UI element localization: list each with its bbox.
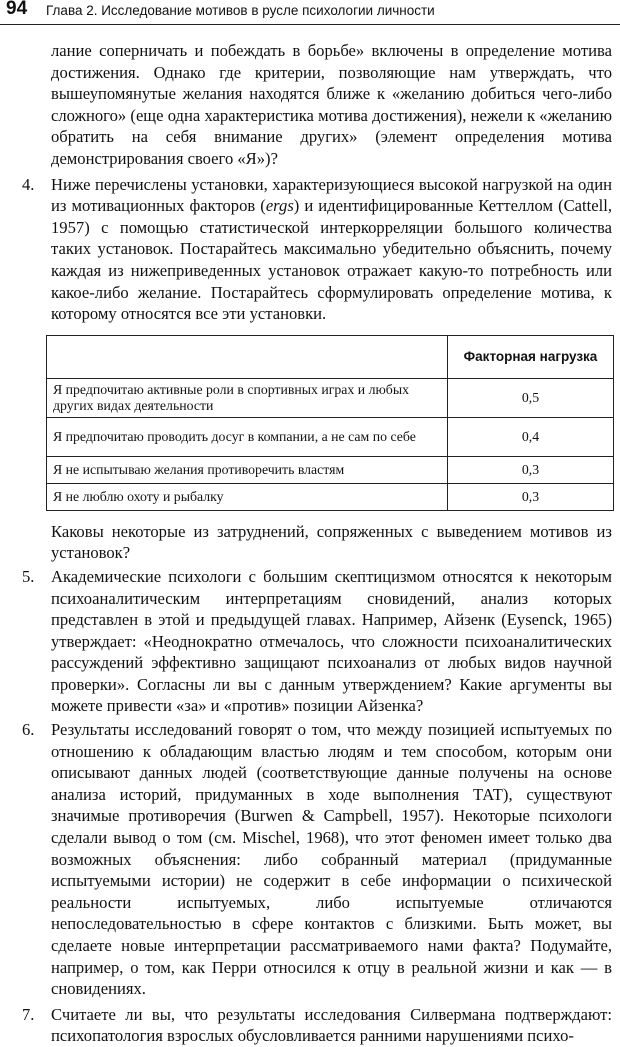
- table-followup-question: Каковы некоторые из затруднений, сопряженных с выведением мотивов из установок?: [51, 521, 612, 563]
- question-text: Считаете ли вы, что результаты исследования Силвермана подтверждают: психопатология взрослых обусловливается ранними нарушениями психо-: [51, 1004, 612, 1046]
- question-5: [0, 566, 620, 717]
- question-text: Результаты исследований говорят о том, что между позицией испытуемых по отношению к обладающим властью людям и тем способом, которым они описывают данных людей (соответствующие данные получены на основе анализа историй, придуманных в ходе выполнения ТАТ), существуют значимые противоречия (Burwen & Campbell, 1957). Некоторые психологи сделали вывод о том (см. Mischel, 1968), что этот феномен имеет только два возможных объяснения: либо собранный материал (придуманные испытуемыми истории) не содержит в себе информации о психической реальности испытуемых, либо испытуемые отличаются непоследовательностью в сфере контактов с близкими. Быть может, вы сделаете новые интерпретации рассматриваемого нами факта? Подумайте, например, о том, как Перри относился к отцу в реальной жизни и как — в сновидениях.: [51, 720, 612, 999]
- question-number: 6.: [22, 720, 35, 740]
- table-row: [47, 417, 614, 456]
- statement-cell: Я не люблю охоту и рыбалку: [47, 483, 448, 510]
- intro-paragraph: лание соперничать и побеждать в борьбе» включены в определение мотива достижения. Однако где критерии, позволяющие нам утверждать, что вышеупомянутые желания находятся ближе к «желанию добиться чего-либо сложного» (еще одна характеристика мотива достижения), нежели к «желанию обратить на себя внимание других» (элемент определения мотива демонстрирования своего «Я»)?: [51, 41, 612, 168]
- table-row: [47, 378, 614, 417]
- question-text: Ниже перечислены установки, характеризующиеся высокой нагрузкой на один из мотивационных факторов (ergs) и идентифицированные Кеттеллом (Cattell, 1957) с помощью статистической интеркорреляции большого количества таких установок. Постарайтесь максимально убедительно объяснить, почему каждая из нижеприведенных установок отражает какую-то потребность или какое-либо желание. Постарайтесь сформулировать определение мотива, к которому относятся все эти установки.: [51, 174, 612, 324]
- page-number: 94: [6, 0, 28, 19]
- table-row: [47, 483, 614, 510]
- loading-column-header: Факторная нагрузка: [448, 335, 614, 378]
- page-body: [0, 40, 620, 1047]
- statement-cell: Я предпочитаю активные роли в спортивных играх и любых других видах деятельности: [47, 378, 448, 417]
- table-header-row: [47, 335, 614, 378]
- question-4: [0, 174, 620, 325]
- ergs-term: ergs: [265, 196, 294, 216]
- statement-cell: Я предпочитаю проводить досуг в компании, а не сам по себе: [47, 417, 448, 456]
- statement-cell: Я не испытываю желания противоречить властям: [47, 456, 448, 483]
- factor-loading-table: [46, 335, 614, 511]
- loading-cell: 0,3: [448, 483, 614, 510]
- question-6: [0, 719, 620, 1000]
- loading-cell: 0,4: [448, 417, 614, 456]
- question-number: 7.: [22, 1004, 35, 1024]
- loading-cell: 0,5: [448, 378, 614, 417]
- question-7: [0, 1004, 620, 1047]
- chapter-title: Глава 2. Исследование мотивов в русле психологии личности: [46, 3, 435, 18]
- table-row: [47, 456, 614, 483]
- running-header: [0, 0, 620, 25]
- question-text: Академические психологи с большим скептицизмом относятся к некоторым психоаналитическим интерпретациям сновидений, анализ которых представлен в этой и предыдущей главах. Например, Айзенк (Eysenck, 1965) утверждает: «Неоднократно отмечалось, что сложности психоаналитических рассуждений эффективно защищают психоанализ от любых видов научной проверки». Согласны ли вы с данным утверждением? Какие аргументы вы можете привести «за» и «против» позиции Айзенка?: [51, 566, 612, 716]
- question-number: 5.: [22, 566, 35, 586]
- statement-column-header: [47, 335, 448, 378]
- question-number: 4.: [22, 174, 35, 194]
- loading-cell: 0,3: [448, 456, 614, 483]
